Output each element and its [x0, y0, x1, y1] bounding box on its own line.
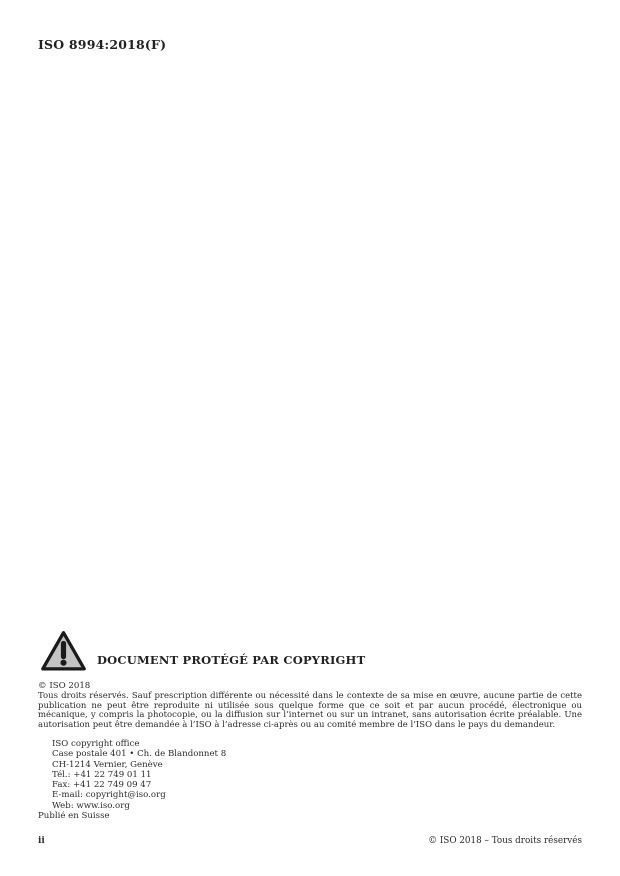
document-reference-header: ISO 8994:2018(F): [38, 37, 167, 52]
iso-address-block: [52, 739, 226, 811]
copyright-body-paragraph: Tous droits réservés. Sauf prescription différente ou nécessité dans le contexte de sa mise en œuvre, aucune partie de cette publication ne peut être reproduite ni utilisée sous quelque forme que ce soit et par aucun procédé, électronique ou mécanique, y compris la photocopie, ou la diffusion sur l’internet ou sur un intranet, sans autorisation écrite préalable. Une autorisation peut être demandée à l’ISO à l’adresse ci-après ou au comité membre de l’ISO dans le pays du demandeur.: [38, 691, 582, 730]
address-line-phone: Tél.: +41 22 749 01 11: [52, 769, 152, 780]
address-line-web: Web: www.iso.org: [52, 800, 130, 811]
published-in-line: Publié en Suisse: [38, 811, 110, 821]
warning-triangle-icon: [40, 629, 87, 673]
page-number: ii: [38, 836, 45, 846]
copyright-warning-row: [40, 629, 580, 675]
address-line: Case postale 401 • Ch. de Blandonnet 8: [52, 749, 227, 760]
page-footer: [38, 836, 582, 846]
address-line: CH-1214 Vernier, Genève: [52, 759, 163, 770]
copyright-warning-title: DOCUMENT PROTÉGÉ PAR COPYRIGHT: [97, 653, 366, 667]
footer-copyright-text: © ISO 2018 – Tous droits réservés: [428, 836, 582, 846]
address-line-fax: Fax: +41 22 749 09 47: [52, 780, 152, 791]
address-line: ISO copyright office: [52, 739, 140, 749]
copyright-year-line: © ISO 2018: [38, 681, 91, 691]
address-line-email: E-mail: copyright@iso.org: [52, 790, 166, 801]
